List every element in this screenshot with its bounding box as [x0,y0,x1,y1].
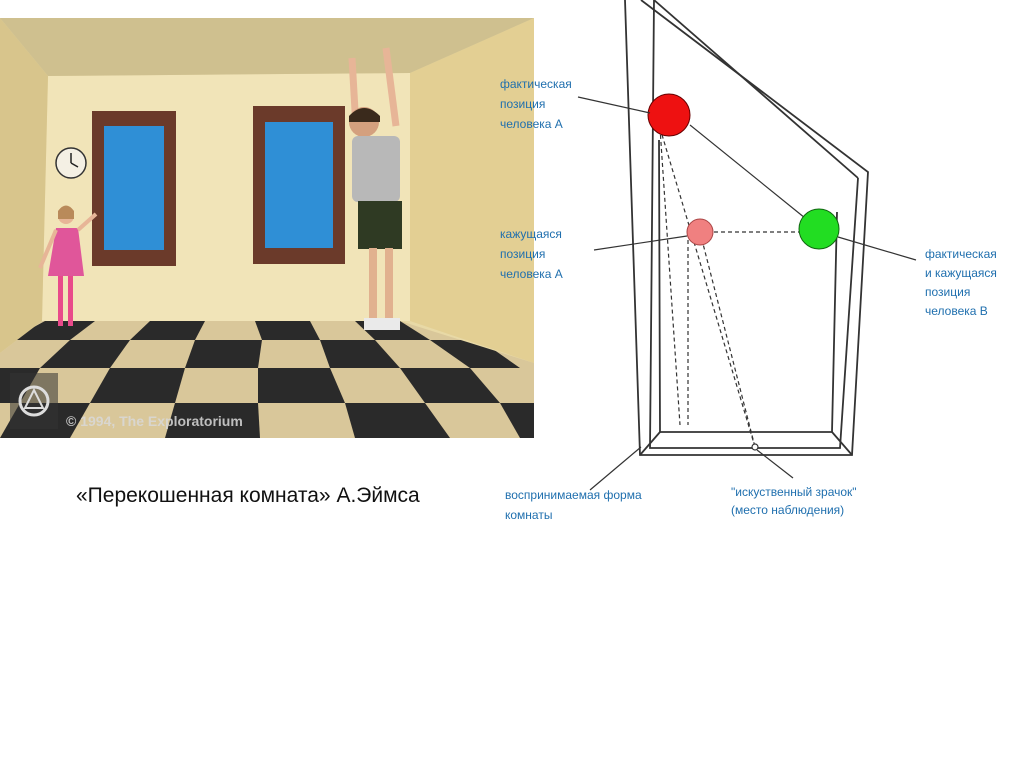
label-artificial-pupil: "искуственный зрачок" (место наблюдения) [731,485,857,517]
sight-lines [660,128,810,447]
person-a-apparent-marker [687,219,713,245]
label-actual-position-a: фактическая позиция человека А [500,77,572,131]
pupil-marker [752,444,758,450]
photo-copyright: © 1994, The Exploratorium [66,413,243,429]
slide-caption: «Перекошенная комната» А.Эймса [76,484,420,507]
person-a-actual-marker [648,94,690,136]
label-apparent-position-a: кажущаяся позиция человека А [500,227,563,281]
label-perceived-room-shape: воспринимаемая форма комнаты [505,488,642,522]
connector-a-b [690,125,805,218]
label-position-b: фактическая и кажущаяся позиция человека В [925,247,997,318]
person-b-marker [799,209,839,249]
leader-lines [578,97,916,490]
